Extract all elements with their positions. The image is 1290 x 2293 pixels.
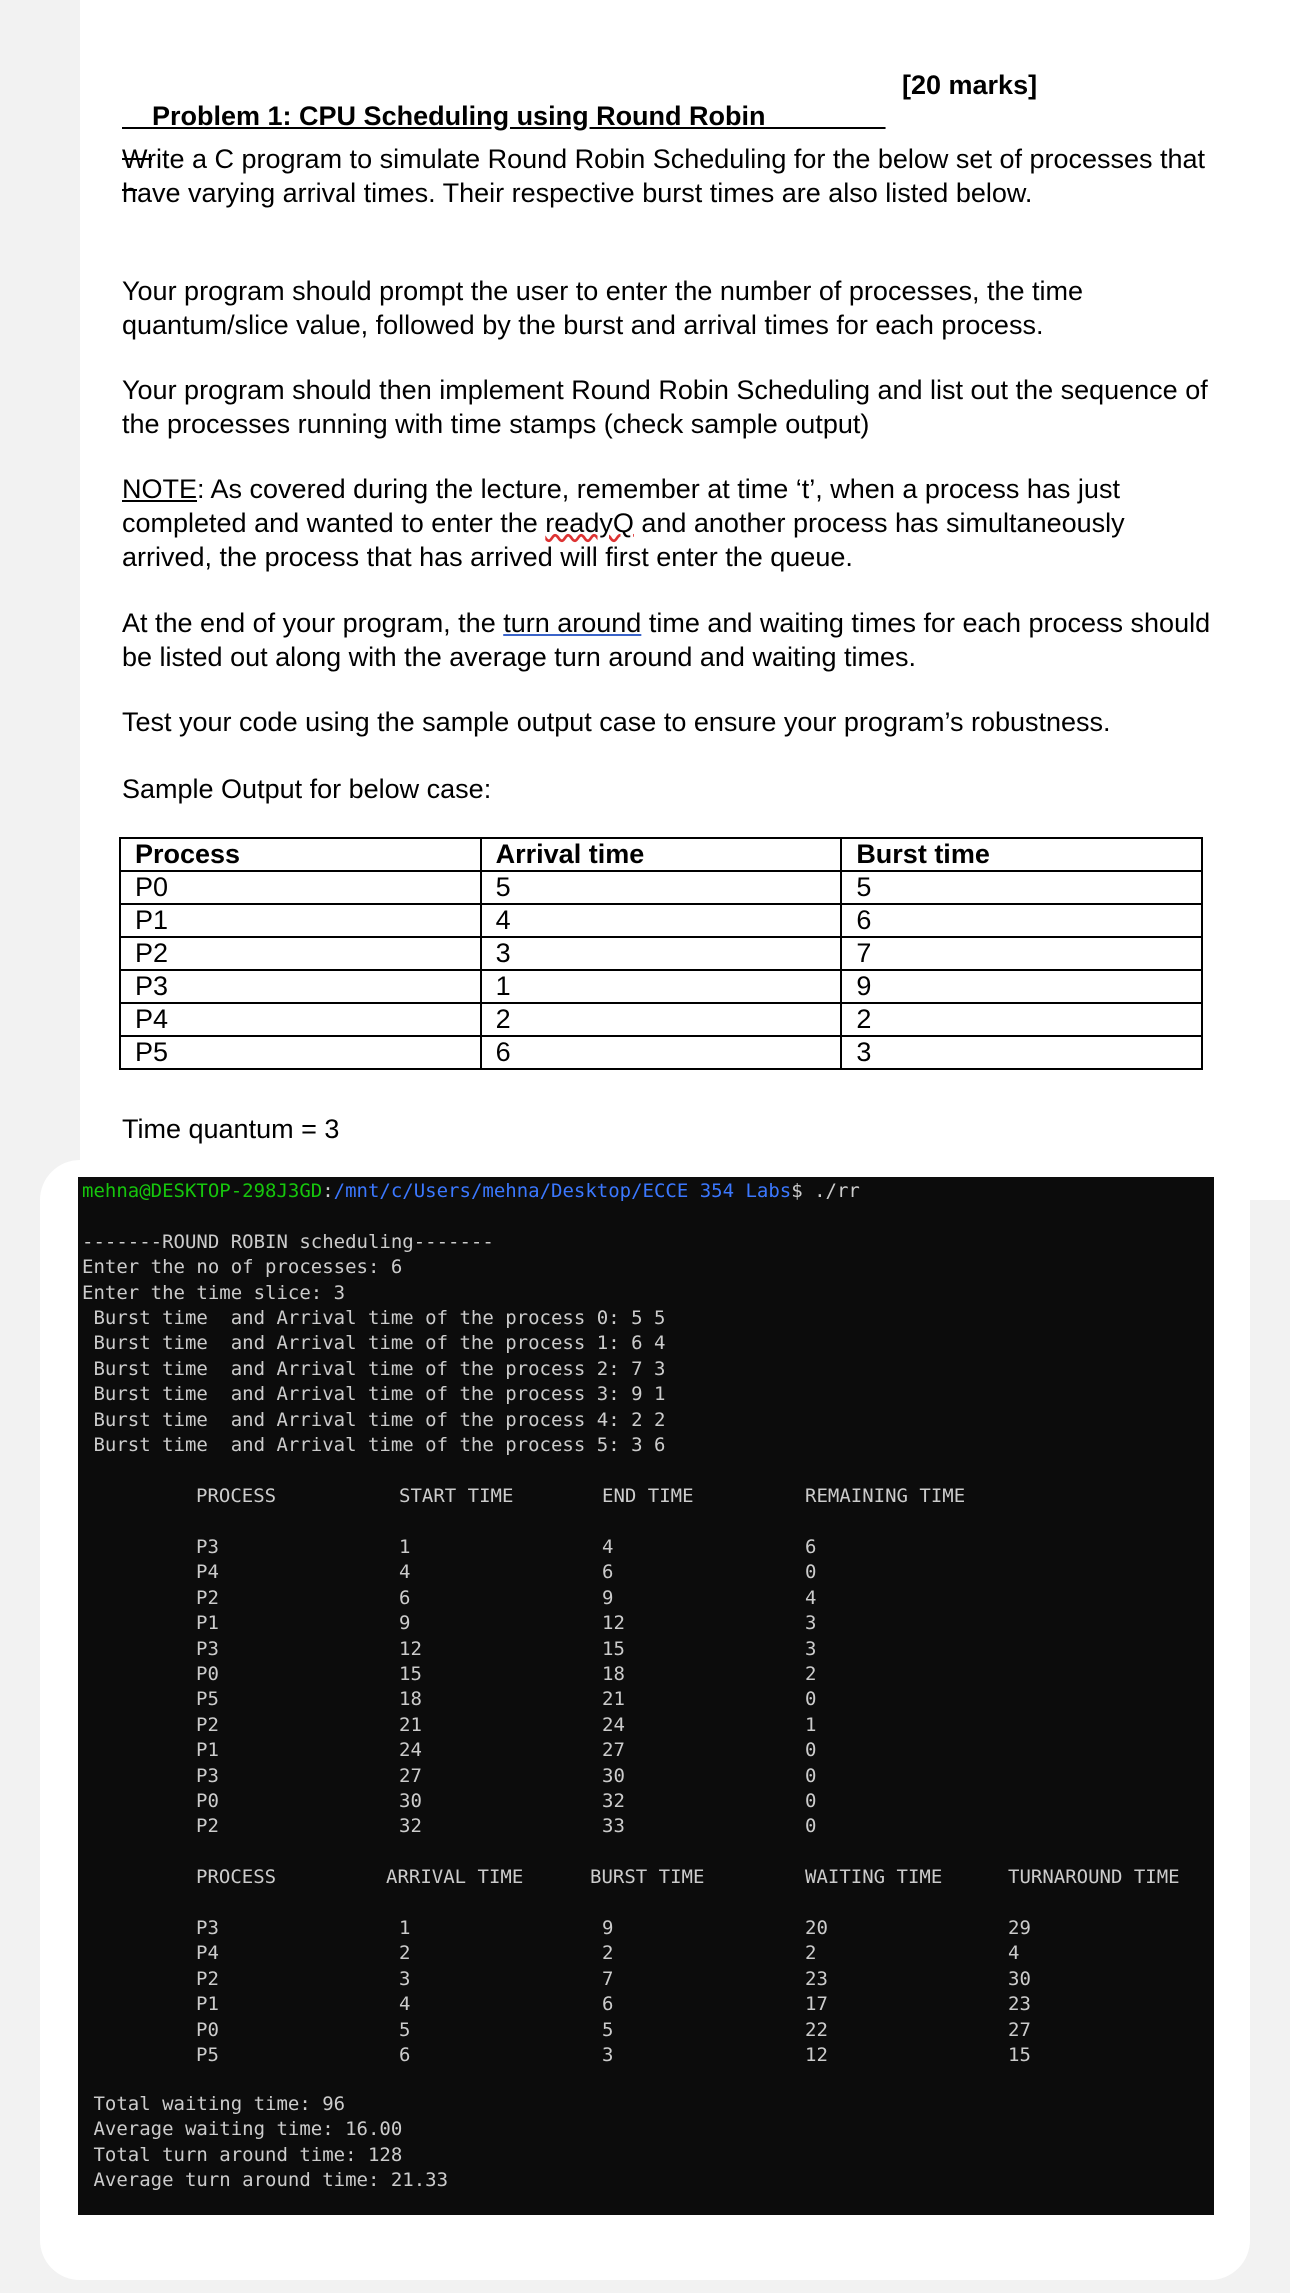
schedule-cell-end: 21 [602, 1688, 625, 1711]
enter-processes-line: Enter the no of processes: 6 [82, 1256, 403, 1278]
table-row [120, 937, 1202, 970]
schedule-cell-end: 15 [602, 1637, 625, 1660]
schedule-cell-start: 6 [399, 1586, 411, 1609]
schedule-cell-remaining: 4 [805, 1586, 817, 1609]
summary-cell-arrival: 5 [399, 2018, 411, 2041]
summary-cell-turnaround: 30 [1008, 1967, 1031, 1990]
summary-cell-arrival: 1 [399, 1917, 411, 1939]
table-row [120, 970, 1202, 1003]
schedule-cell-remaining: 0 [805, 1688, 817, 1711]
summary-cell-process: P5 [196, 2044, 219, 2066]
cell-burst: 9 [841, 970, 1202, 1003]
schedule-cell-process: P4 [196, 1561, 219, 1584]
schedule-cell-end: 30 [602, 1764, 625, 1787]
summary-cell-burst: 3 [602, 2044, 614, 2066]
paragraph-test: Test your code using the sample output case to ensure your program’s robustness. [122, 707, 1111, 737]
schedule-cell-end: 18 [602, 1663, 625, 1685]
schedule-cell-start: 15 [399, 1663, 422, 1685]
summary-cell-turnaround: 15 [1008, 2044, 1031, 2066]
burst-input-line: Burst time and Arrival time of the process 2: 7 3 [82, 1357, 666, 1380]
cell-process: P5 [120, 1036, 481, 1069]
paragraph-sample-label: Sample Output for below case: [122, 774, 492, 804]
schedule-cell-start: 24 [399, 1739, 422, 1762]
summary-cell-burst: 7 [602, 1967, 614, 1990]
total-line: Average turn around time: 21.33 [82, 2169, 449, 2192]
note-readyq: readyQ [545, 508, 634, 538]
schedule-header-remaining: REMAINING TIME [805, 1485, 966, 1507]
schedule-cell-process: P0 [196, 1663, 219, 1685]
table-row [120, 1003, 1202, 1036]
schedule-cell-start: 1 [399, 1536, 411, 1558]
summary-header-turnaround: TURNAROUND TIME [1008, 1866, 1180, 1888]
cell-process: P0 [120, 871, 481, 904]
table-row [120, 871, 1202, 904]
schedule-header-end: END TIME [602, 1485, 694, 1507]
summary-header-burst: BURST TIME [590, 1866, 705, 1888]
header-burst: Burst time [841, 838, 1202, 871]
time-quantum: Time quantum = 3 [122, 1114, 340, 1144]
paragraph-implement: Your program should then implement Round Robin Scheduling and list out the sequence of the processes running with time stamps (check sample output) [122, 375, 1208, 439]
summary-cell-turnaround: 4 [1008, 1942, 1020, 1965]
process-table-header [120, 838, 1202, 871]
note-text-a: : As covered during the lecture, remember at time ‘t’, when a process has just completed and wanted to enter the [122, 474, 1120, 538]
summary-cell-arrival: 3 [399, 1967, 411, 1990]
turnaround-text-b: time and waiting times for each process should be listed out along with the average turn around and waiting times. [122, 608, 1211, 672]
schedule-cell-remaining: 0 [805, 1764, 817, 1787]
summary-cell-turnaround: 27 [1008, 2018, 1031, 2041]
summary-cell-waiting: 12 [805, 2044, 828, 2066]
prompt-command: $ ./rr [791, 1180, 860, 1202]
totals-block [82, 2092, 448, 2194]
note-label: NOTE [122, 474, 198, 504]
header-process: Process [120, 838, 481, 871]
prompt-user: mehna@DESKTOP-298J3GD [82, 1180, 323, 1202]
prompt-colon: : [322, 1180, 334, 1202]
schedule-cell-start: 9 [399, 1612, 411, 1635]
summary-cell-turnaround: 23 [1008, 1993, 1031, 2016]
cell-burst: 6 [841, 904, 1202, 937]
schedule-cell-process: P3 [196, 1764, 219, 1787]
cell-burst: 7 [841, 937, 1202, 970]
schedule-cell-remaining: 3 [805, 1612, 817, 1635]
summary-cell-burst: 9 [602, 1917, 614, 1939]
burst-input-line: Burst time and Arrival time of the process 1: 6 4 [82, 1332, 666, 1355]
summary-cell-arrival: 6 [399, 2044, 411, 2066]
schedule-cell-process: P0 [196, 1790, 219, 1812]
summary-cell-process: P3 [196, 1917, 219, 1939]
schedule-cell-remaining: 0 [805, 1790, 817, 1812]
schedule-cell-remaining: 3 [805, 1637, 817, 1660]
enter-slice-line: Enter the time slice: 3 [82, 1282, 346, 1304]
summary-cell-burst: 6 [602, 1993, 614, 2016]
cell-arrival: 1 [481, 970, 842, 1003]
schedule-cell-remaining: 1 [805, 1713, 817, 1736]
problem-marks: [20 marks] [902, 70, 1038, 100]
header-arrival: Arrival time [481, 838, 842, 871]
burst-input-line: Burst time and Arrival time of the process 0: 5 5 [82, 1307, 666, 1329]
summary-cell-arrival: 2 [399, 1942, 411, 1965]
summary-header-arrival: ARRIVAL TIME [386, 1866, 524, 1888]
cell-arrival: 3 [481, 937, 842, 970]
note-text-b: and another process has simultaneously arrived, the process that has arrived will first enter the queue. [122, 508, 1125, 572]
total-line: Total turn around time: 128 [82, 2143, 403, 2166]
cell-process: P2 [120, 937, 481, 970]
summary-cell-waiting: 23 [805, 1967, 828, 1990]
cell-burst: 2 [841, 1003, 1202, 1036]
paragraph-note [122, 472, 1212, 574]
schedule-cell-process: P1 [196, 1739, 219, 1762]
cell-arrival: 6 [481, 1036, 842, 1069]
summary-cell-burst: 5 [602, 2018, 614, 2041]
burst-input-block [82, 1306, 665, 1458]
summary-cell-waiting: 20 [805, 1917, 828, 1939]
total-line: Total waiting time: 96 [82, 2093, 346, 2115]
schedule-cell-process: P3 [196, 1536, 219, 1558]
schedule-cell-start: 27 [399, 1764, 422, 1787]
schedule-cell-start: 30 [399, 1790, 422, 1812]
summary-cell-burst: 2 [602, 1942, 614, 1965]
schedule-cell-process: P5 [196, 1688, 219, 1711]
schedule-cell-end: 27 [602, 1739, 625, 1762]
schedule-header-start: START TIME [399, 1485, 514, 1507]
scheduler-header: -------ROUND ROBIN scheduling------- [82, 1231, 494, 1253]
turnaround-text-a: At the end of your program, the [122, 608, 504, 638]
cell-process: P3 [120, 970, 481, 1003]
cell-arrival: 4 [481, 904, 842, 937]
summary-cell-turnaround: 29 [1008, 1917, 1031, 1939]
schedule-cell-start: 32 [399, 1815, 422, 1838]
schedule-cell-process: P2 [196, 1815, 219, 1838]
schedule-cell-end: 32 [602, 1790, 625, 1812]
cell-arrival: 2 [481, 1003, 842, 1036]
schedule-cell-remaining: 0 [805, 1815, 817, 1838]
burst-input-line: Burst time and Arrival time of the process 3: 9 1 [82, 1383, 666, 1406]
table-row [120, 1036, 1202, 1069]
schedule-cell-end: 33 [602, 1815, 625, 1838]
schedule-cell-remaining: 0 [805, 1739, 817, 1762]
schedule-cell-start: 12 [399, 1637, 422, 1660]
schedule-cell-remaining: 2 [805, 1663, 817, 1685]
schedule-cell-start: 4 [399, 1561, 411, 1584]
summary-cell-arrival: 4 [399, 1993, 411, 2016]
summary-cell-process: P1 [196, 1993, 219, 2016]
schedule-cell-end: 9 [602, 1586, 614, 1609]
title-underline-gap [766, 101, 886, 131]
schedule-cell-process: P1 [196, 1612, 219, 1635]
paragraph-intro: Write a C program to simulate Round Robin Scheduling for the below set of processes that have varying arrival times. Their respective burst times are also listed below. [122, 144, 1206, 208]
process-table [119, 837, 1203, 1070]
schedule-cell-end: 6 [602, 1561, 614, 1584]
total-line: Average waiting time: 16.00 [82, 2118, 403, 2141]
cell-arrival: 5 [481, 871, 842, 904]
schedule-cell-process: P2 [196, 1586, 219, 1609]
paragraph-turnaround [122, 606, 1212, 674]
cell-burst: 3 [841, 1036, 1202, 1069]
problem-title: Problem 1: CPU Scheduling using Round Robin [152, 101, 766, 131]
cell-process: P1 [120, 904, 481, 937]
schedule-cell-end: 12 [602, 1612, 625, 1635]
schedule-cell-process: P2 [196, 1713, 219, 1736]
terminal-prompt [82, 1179, 860, 1204]
summary-header-waiting: WAITING TIME [805, 1866, 943, 1888]
summary-cell-process: P2 [196, 1967, 219, 1990]
paragraph-input-prompt: Your program should prompt the user to enter the number of processes, the time quantum/slice value, followed by the burst and arrival times for each process. [122, 276, 1084, 340]
turnaround-term: turn around [503, 608, 642, 638]
terminal-output[interactable] [78, 1177, 1214, 2215]
summary-cell-waiting: 2 [805, 1942, 817, 1965]
summary-cell-process: P0 [196, 2018, 219, 2041]
problem-document [122, 70, 1212, 1144]
burst-input-line: Burst time and Arrival time of the process 5: 3 6 [82, 1434, 666, 1457]
schedule-cell-remaining: 0 [805, 1561, 817, 1584]
summary-cell-waiting: 22 [805, 2018, 828, 2041]
schedule-cell-remaining: 6 [805, 1536, 817, 1558]
problem-title-row [122, 70, 1212, 131]
schedule-cell-end: 4 [602, 1536, 614, 1558]
summary-cell-process: P4 [196, 1942, 219, 1965]
schedule-cell-start: 18 [399, 1688, 422, 1711]
burst-input-line: Burst time and Arrival time of the process 4: 2 2 [82, 1408, 666, 1431]
summary-header-process: PROCESS [196, 1866, 277, 1888]
cell-process: P4 [120, 1003, 481, 1036]
schedule-cell-start: 21 [399, 1713, 422, 1736]
table-row [120, 904, 1202, 937]
summary-cell-waiting: 17 [805, 1993, 828, 2016]
schedule-cell-process: P3 [196, 1637, 219, 1660]
schedule-header-process: PROCESS [196, 1485, 277, 1507]
schedule-cell-end: 24 [602, 1713, 625, 1736]
prompt-path: /mnt/c/Users/mehna/Desktop/ECCE 354 Labs [333, 1180, 792, 1202]
cell-burst: 5 [841, 871, 1202, 904]
